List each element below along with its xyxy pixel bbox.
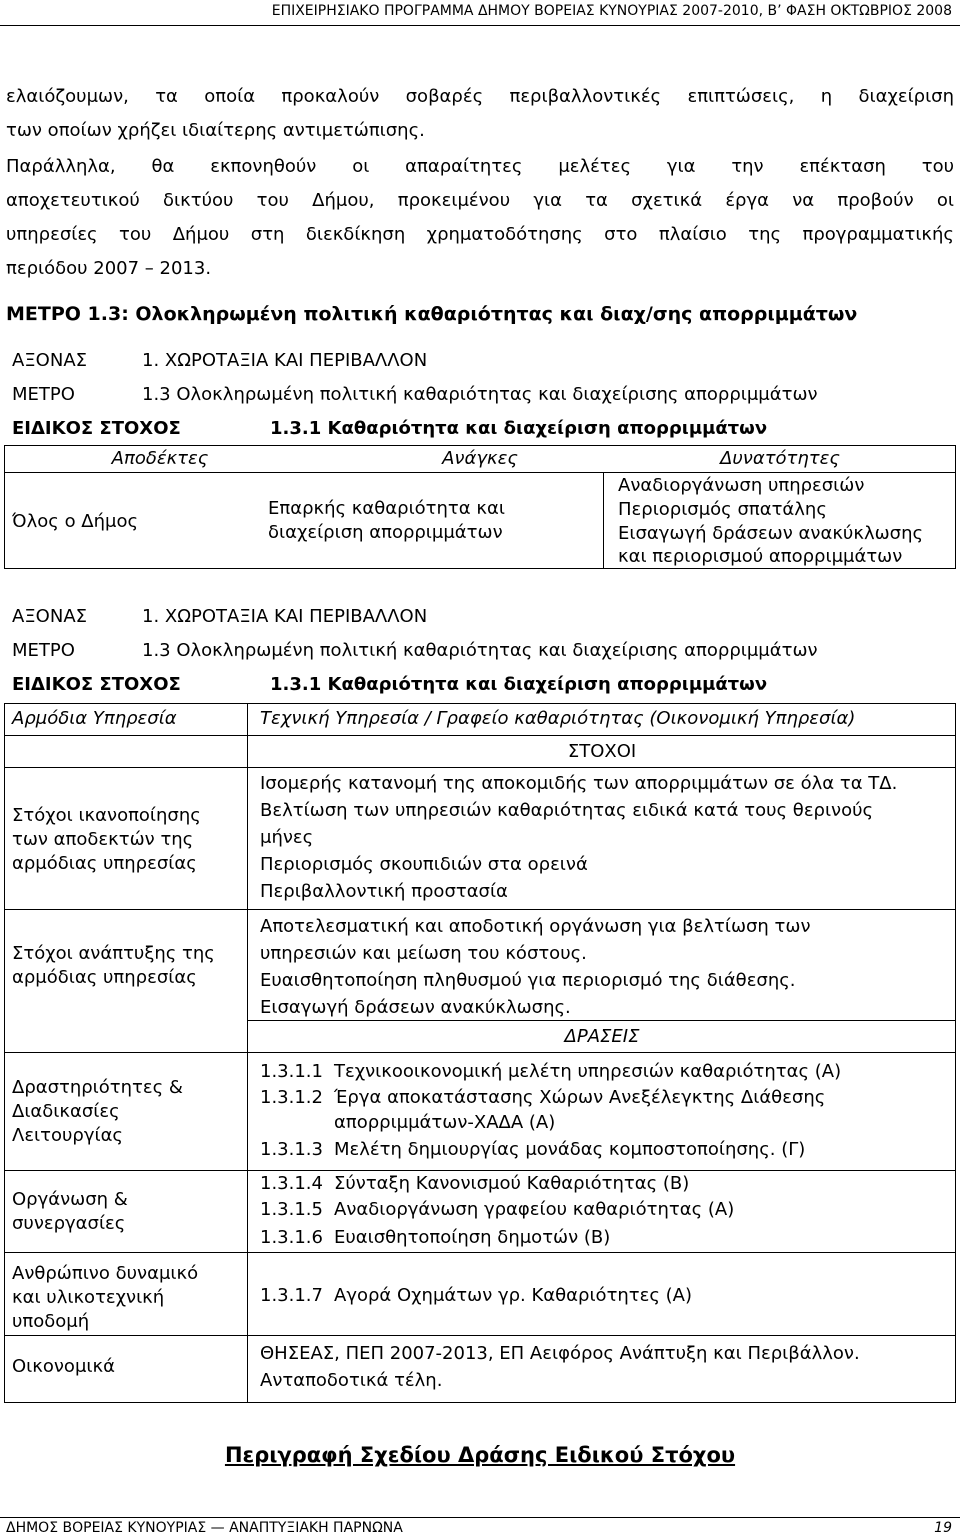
action-code: 1.3.1.5 — [260, 1199, 323, 1220]
action-text: Τεχνικοοικονομική μελέτη υπηρεσιών καθαριότητας (Α) — [334, 1061, 842, 1082]
goal-label: ΕΙΔΙΚΟΣ ΣΤΟΧΟΣ — [12, 418, 181, 439]
goal-item: υπηρεσιών και μείωση του κόστους. — [260, 943, 587, 964]
capability-line: και περιορισμού απορριμμάτων — [618, 546, 903, 567]
axis-value: 1. ΧΩΡΟΤΑΞΙΑ ΚΑΙ ΠΕΡΙΒΑΛΛΟΝ — [142, 606, 428, 627]
goal-item: Περιορισμός σκουπιδιών στα ορεινά — [260, 854, 588, 875]
action-item — [260, 1084, 825, 1111]
service-value: Τεχνική Υπηρεσία / Γραφείο καθαριότητας (Οικονομική Υπηρεσία) — [260, 708, 856, 729]
activities-label — [12, 1076, 237, 1148]
goal-item: Εισαγωγή δράσεων ανακύκλωσης. — [260, 997, 571, 1018]
intro-paragraph-1 — [6, 80, 954, 148]
row-divider — [4, 1052, 956, 1053]
goal-item: Βελτίωση των υπηρεσιών καθαριότητας ειδικά κατά τους θερινούς — [260, 800, 874, 821]
goal-item: μήνες — [260, 827, 314, 848]
label-line: Στόχοι ικανοποίησης — [12, 805, 201, 826]
row-divider — [4, 1252, 956, 1253]
service-label: Αρμόδια Υπηρεσία — [12, 708, 177, 729]
text-line: των οποίων χρήζει ιδιαίτερης αντιμετώπισης. — [6, 120, 425, 141]
label-line: Στόχοι ανάπτυξης της — [12, 943, 215, 964]
action-code: 1.3.1.7 — [260, 1285, 323, 1306]
intro-paragraph-2 — [6, 150, 954, 286]
label-line: Λειτουργίας — [12, 1125, 123, 1146]
action-code: 1.3.1.1 — [260, 1061, 323, 1082]
needs-value-line: Επαρκής καθαριότητα και — [268, 498, 505, 519]
action-code: 1.3.1.6 — [260, 1227, 323, 1248]
action-code: 1.3.1.2 — [260, 1087, 323, 1108]
measure-title: ΜΕΤΡΟ 1.3: Ολοκληρωμένη πολιτική καθαριότητας και διαχ/σης απορριμμάτων — [6, 303, 858, 325]
satisfaction-label — [12, 804, 237, 876]
goal-item: Ευαισθητοποίηση πληθυσμού για περιορισμό της διάθεσης. — [260, 970, 796, 991]
goal-label: ΕΙΔΙΚΟΣ ΣΤΟΧΟΣ — [12, 674, 181, 695]
action-item — [260, 1196, 734, 1223]
goal-item: Περιβαλλοντική προστασία — [260, 881, 508, 902]
capability-line: Αναδιοργάνωση υπηρεσιών — [618, 475, 865, 496]
action-text: Ευαισθητοποίηση δημοτών (Β) — [334, 1227, 611, 1248]
financial-line: Ανταποδοτικά τέλη. — [260, 1370, 443, 1391]
row-divider — [4, 909, 956, 910]
goal-value: 1.3.1 Καθαριότητα και διαχείριση απορριμμάτων — [270, 418, 768, 439]
label-line: Οργάνωση & — [12, 1189, 128, 1210]
footer-text: ΔΗΜΟΣ ΒΟΡΕΙΑΣ ΚΥΝΟΥΡΙΑΣ — ΑΝΑΠΤΥΞΙΑΚΗ ΠΑΡΝΩΝΑ — [6, 1520, 403, 1536]
measure-label: ΜΕΤΡΟ — [12, 640, 75, 661]
text-line: αποχετευτικού δικτύου του Δήμου, προκειμένου για τα σχετικά έργα να προβούν οι — [6, 190, 954, 211]
action-text: Έργα αποκατάστασης Χώρων Ανεξέλεγκτης Διάθεσης — [334, 1087, 826, 1108]
financial-label: Οικονομικά — [12, 1356, 115, 1377]
financial-line: ΘΗΣΕΑΣ, ΠΕΠ 2007-2013, ΕΠ Αειφόρος Ανάπτυξη και Περιβάλλον. — [260, 1343, 860, 1364]
label-line: αρμόδιας υπηρεσίας — [12, 967, 197, 988]
action-item — [260, 1170, 689, 1197]
action-item — [260, 1058, 841, 1085]
measure-label: ΜΕΤΡΟ — [12, 384, 75, 405]
header-capabilities: Δυνατότητες — [720, 448, 840, 469]
column-divider — [247, 703, 248, 1403]
organisation-label — [12, 1188, 237, 1236]
capability-line: Περιορισμός σπατάλης — [618, 499, 827, 520]
measure-value: 1.3 Ολοκληρωμένη πολιτική καθαριότητας και διαχείρισης απορριμμάτων — [142, 384, 818, 405]
axis-value: 1. ΧΩΡΟΤΑΞΙΑ ΚΑΙ ΠΕΡΙΒΑΛΛΟΝ — [142, 350, 428, 371]
financial-value — [260, 1340, 940, 1394]
action-text: Αναδιοργάνωση γραφείου καθαριότητας (Α) — [334, 1199, 735, 1220]
action-text: Σύνταξη Κανονισμού Καθαριότητας (Β) — [334, 1173, 690, 1194]
action-text: Μελέτη δημιουργίας μονάδας κομποστοποίησης. (Γ) — [334, 1139, 806, 1160]
goal-item: Ισομερής κατανομή της αποκομιδής των απορριμμάτων σε όλα τα ΤΔ. — [260, 773, 898, 794]
axis-label: ΑΞΟΝΑΣ — [12, 606, 88, 627]
goals-header: ΣΤΟΧΟΙ — [567, 741, 637, 762]
measure-value: 1.3 Ολοκληρωμένη πολιτική καθαριότητας και διαχείρισης απορριμμάτων — [142, 640, 818, 661]
text-line: υπηρεσίες του Δήμου στη διεκδίκηση χρηματοδότησης στο πλαίσιο της προγραμματικής — [6, 224, 954, 245]
label-line: Δραστηριότητες & — [12, 1077, 183, 1098]
development-label — [12, 942, 237, 990]
needs-value-line: διαχείριση απορριμμάτων — [268, 522, 503, 543]
action-item — [260, 1109, 555, 1136]
human-label — [12, 1262, 237, 1334]
text-line: Παράλληλα, θα εκπονηθούν οι απαραίτητες μελέτες για την επέκταση του — [6, 156, 954, 177]
action-code: 1.3.1.4 — [260, 1173, 323, 1194]
label-line: υποδομή — [12, 1311, 90, 1332]
row-divider — [4, 1335, 956, 1336]
action-item — [260, 1282, 692, 1309]
label-line: αρμόδιας υπηρεσίας — [12, 853, 197, 874]
capability-line: Εισαγωγή δράσεων ανακύκλωσης — [618, 523, 924, 544]
row-divider — [4, 767, 956, 768]
action-text: απορριμμάτων-ΧΑΔΑ (Α) — [334, 1112, 556, 1133]
header-recipients: Αποδέκτες — [111, 448, 209, 469]
label-line: Ανθρώπινο δυναμικό — [12, 1263, 199, 1284]
label-line: και υλικοτεχνική — [12, 1287, 165, 1308]
development-items — [260, 913, 940, 1021]
page-footer — [0, 1517, 960, 1539]
column-divider — [603, 473, 604, 569]
text-line: περιόδου 2007 – 2013. — [6, 258, 212, 279]
label-line: των αποδεκτών της — [12, 829, 194, 850]
action-code: 1.3.1.3 — [260, 1139, 323, 1160]
action-item — [260, 1136, 805, 1163]
action-item — [260, 1224, 610, 1251]
row-divider — [4, 735, 956, 736]
header-needs: Ανάγκες — [442, 448, 518, 469]
section-title: Περιγραφή Σχεδίου Δράσης Ειδικού Στόχου — [224, 1443, 736, 1467]
actions-header: ΔΡΑΣΕΙΣ — [564, 1026, 640, 1047]
label-line: Διαδικασίες — [12, 1101, 120, 1122]
page-number: 19 — [934, 1520, 952, 1536]
action-text: Αγορά Οχημάτων γρ. Καθαριότητες (Α) — [334, 1285, 693, 1306]
axis-label: ΑΞΟΝΑΣ — [12, 350, 88, 371]
text-line: ελαιόζουμων, τα οποία προκαλούν σοβαρές περιβαλλοντικές επιπτώσεις, η διαχείριση — [6, 86, 954, 107]
label-line: συνεργασίες — [12, 1213, 126, 1234]
goal-item: Αποτελεσματική και αποδοτική οργάνωση για βελτίωση των — [260, 916, 811, 937]
satisfaction-items — [260, 770, 940, 905]
goal-value: 1.3.1 Καθαριότητα και διαχείριση απορριμμάτων — [270, 674, 768, 695]
recipients-value: Όλος ο Δήμος — [12, 511, 139, 532]
page-header: ΕΠΙΧΕΙΡΗΣΙΑΚΟ ΠΡΟΓΡΑΜΜΑ ΔΗΜΟΥ ΒΟΡΕΙΑΣ ΚΥΝΟΥΡΙΑΣ 2007-2010, Β’ ΦΑΣΗ ΟΚΤΩΒΡΙΟΣ 2008 — [0, 0, 960, 26]
